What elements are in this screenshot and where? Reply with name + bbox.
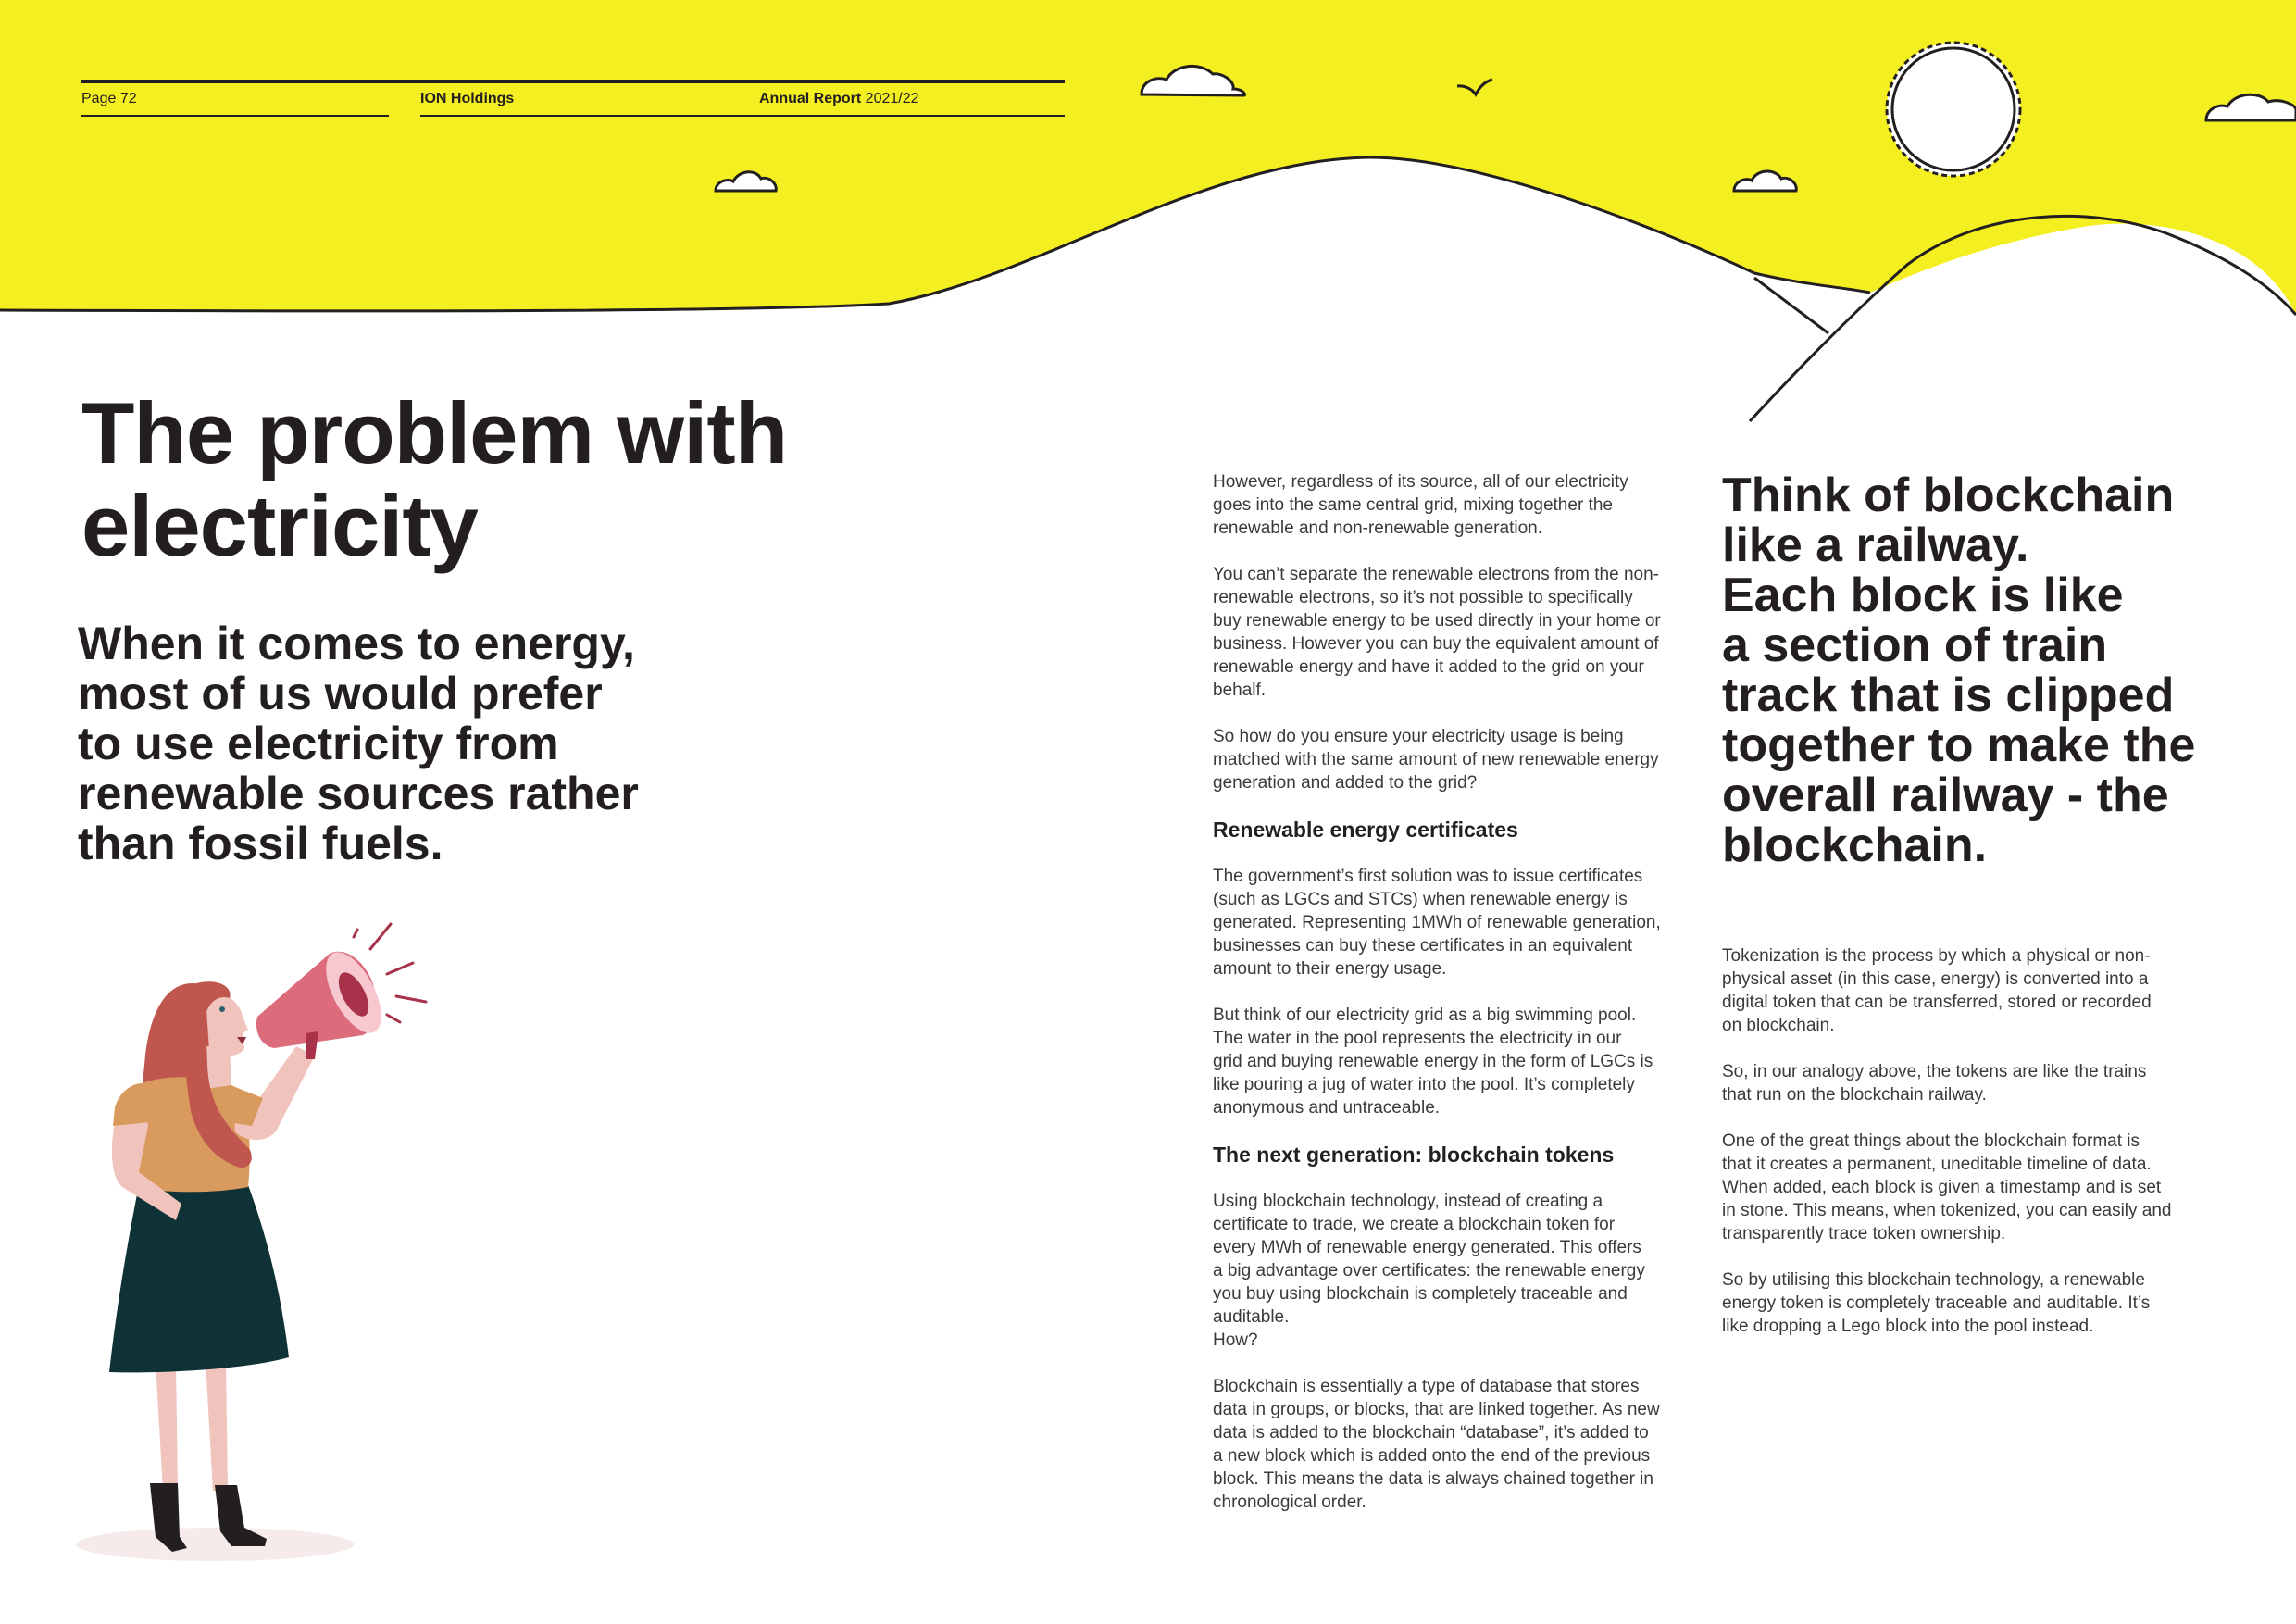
text-line: chronological order. [1213,1493,1366,1512]
right-leg [206,1361,228,1491]
text-line: Using blockchain technology, instead of creating a [1213,1192,1603,1211]
text-line: a new block which is added onto the end of the previous [1213,1446,1651,1466]
text-line: that run on the blockchain railway. [1722,1085,1987,1105]
text-line: How? [1213,1330,1258,1350]
text-line: One of the great things about the blockchain format is [1722,1131,2140,1151]
sun-inner [1892,48,2015,170]
intro-line: than fossil fuels. [78,818,443,869]
header-rule [81,80,1065,83]
paragraph [1213,470,1694,540]
text-line: amount to their energy usage. [1213,959,1447,979]
quote-line: track that is clipped [1722,668,2175,722]
text-line: data in groups, or blocks, that are linked together. As new [1213,1400,1660,1419]
text-line: business. However you can buy the equivalent amount of [1213,634,1659,654]
text-line: anonymous and untraceable. [1213,1098,1441,1118]
intro-line: to use electricity from [78,718,559,769]
text-line: you buy using blockchain is completely traceable and [1213,1284,1628,1304]
text-line: Blockchain is essentially a type of database that stores [1213,1377,1640,1396]
text-line: that it creates a permanent, uneditable timeline of data. [1722,1155,2152,1174]
paragraph [1213,865,1694,981]
woman-with-megaphone-illustration [76,924,426,1561]
paragraph [1722,1130,2203,1245]
section-heading: Renewable energy certificates [1213,818,1518,842]
intro-line: renewable sources rather [78,768,639,819]
text-line: energy token is completely traceable and auditable. It’s [1722,1293,2151,1313]
text-line: However, regardless of its source, all of our electricity [1213,472,1628,492]
company-name: ION Holdings [420,91,515,106]
paragraph [1213,1375,1694,1514]
header-rule-title [420,115,1065,117]
text-line: The water in the pool represents the electricity in our [1213,1029,1622,1048]
text-line: a big advantage over certificates: the renewable energy [1213,1261,1645,1280]
intro-line: When it comes to energy, [78,618,635,669]
text-line: on blockchain. [1722,1016,1835,1035]
paragraph [1722,1268,2203,1338]
face [206,993,248,1056]
pull-quote [1722,470,2240,870]
text-line: When added, each block is given a timestamp and is set [1722,1178,2162,1197]
text-line: Tokenization is the process by which a physical or non- [1722,946,2151,966]
page-title [81,384,915,574]
text-line: digital token that can be transferred, stored or recorded [1722,993,2152,1012]
paragraph [1722,1060,2203,1106]
quote-line: Think of blockchain [1722,468,2175,522]
text-line: matched with the same amount of new renewable energy [1213,750,1659,769]
quote-line: a section of train [1722,618,2108,672]
quote-line: together to make the [1722,718,2196,772]
text-line: every MWh of renewable energy generated. This offers [1213,1238,1641,1257]
quote-line: like a railway. [1722,518,2029,572]
text-line: So how do you ensure your electricity usage is being [1213,727,1624,746]
text-line: data is added to the blockchain “database”, it’s added to [1213,1423,1649,1443]
report-year: 2021/22 [865,91,919,106]
text-line: generated. Representing 1MWh of renewable generation, [1213,913,1661,932]
paragraph [1213,725,1694,794]
paragraph [1213,1004,1694,1119]
text-line: So, in our analogy above, the tokens are like the trains [1722,1062,2147,1081]
text-line: block. This means the data is always chained together in [1213,1469,1653,1489]
text-line: renewable and non-renewable generation. [1213,518,1542,538]
text-line: auditable. [1213,1307,1290,1327]
title-line: electricity [81,477,478,574]
report-title: Annual Report [759,91,862,106]
header-rule-page [81,115,389,117]
text-line: (such as LGCs and STCs) when renewable energy is [1213,890,1628,909]
text-line: like pouring a jug of water into the pool. It’s completely [1213,1075,1635,1094]
skirt [109,1178,289,1373]
text-line: businesses can buy these certificates in an equivalent [1213,936,1633,956]
text-line: like dropping a Lego block into the pool instead. [1722,1317,2094,1336]
text-line: But think of our electricity grid as a big swimming pool. [1213,1006,1637,1025]
intro-statement [78,618,707,868]
text-line: transparently trace token ownership. [1722,1224,2006,1243]
left-sleeve [113,1083,150,1126]
paragraph [1213,1190,1694,1352]
floor-shadow [76,1528,354,1561]
body-column-right [1722,944,2203,1338]
paragraph [1722,944,2203,1037]
text-line: The government’s first solution was to issue certificates [1213,867,1643,886]
page-number: Page 72 [81,91,137,106]
eye [219,1006,225,1012]
text-line: certificate to trade, we create a blockchain token for [1213,1215,1616,1234]
text-line: in stone. This means, when tokenized, you can easily and [1722,1201,2172,1220]
text-line: renewable energy and have it added to the grid on your [1213,657,1644,677]
quote-line: blockchain. [1722,818,1988,872]
quote-line: overall railway - the [1722,768,2169,822]
text-line: behalf. [1213,681,1267,700]
intro-line: most of us would prefer [78,668,603,719]
title-line: The problem with [81,384,788,481]
text-line: renewable electrons, so it’s not possible to specifically [1213,588,1633,607]
section-heading: The next generation: blockchain tokens [1213,1143,1615,1167]
text-line: goes into the same central grid, mixing together the [1213,495,1613,515]
body-column-left [1213,470,1694,1514]
report-label [759,90,919,108]
text-line: physical asset (in this case, energy) is converted into a [1722,969,2149,989]
paragraph [1213,563,1694,702]
text-line: So by utilising this blockchain technology, a renewable [1722,1270,2145,1290]
text-line: You can’t separate the renewable electrons from the non- [1213,565,1659,584]
quote-line: Each block is like [1722,568,2124,622]
text-line: grid and buying renewable energy in the form of LGCs is [1213,1052,1653,1071]
left-leg [156,1361,178,1491]
text-line: generation and added to the grid? [1213,773,1478,793]
megaphone-handle [306,1031,318,1059]
text-line: buy renewable energy to be used directly in your home or [1213,611,1661,631]
